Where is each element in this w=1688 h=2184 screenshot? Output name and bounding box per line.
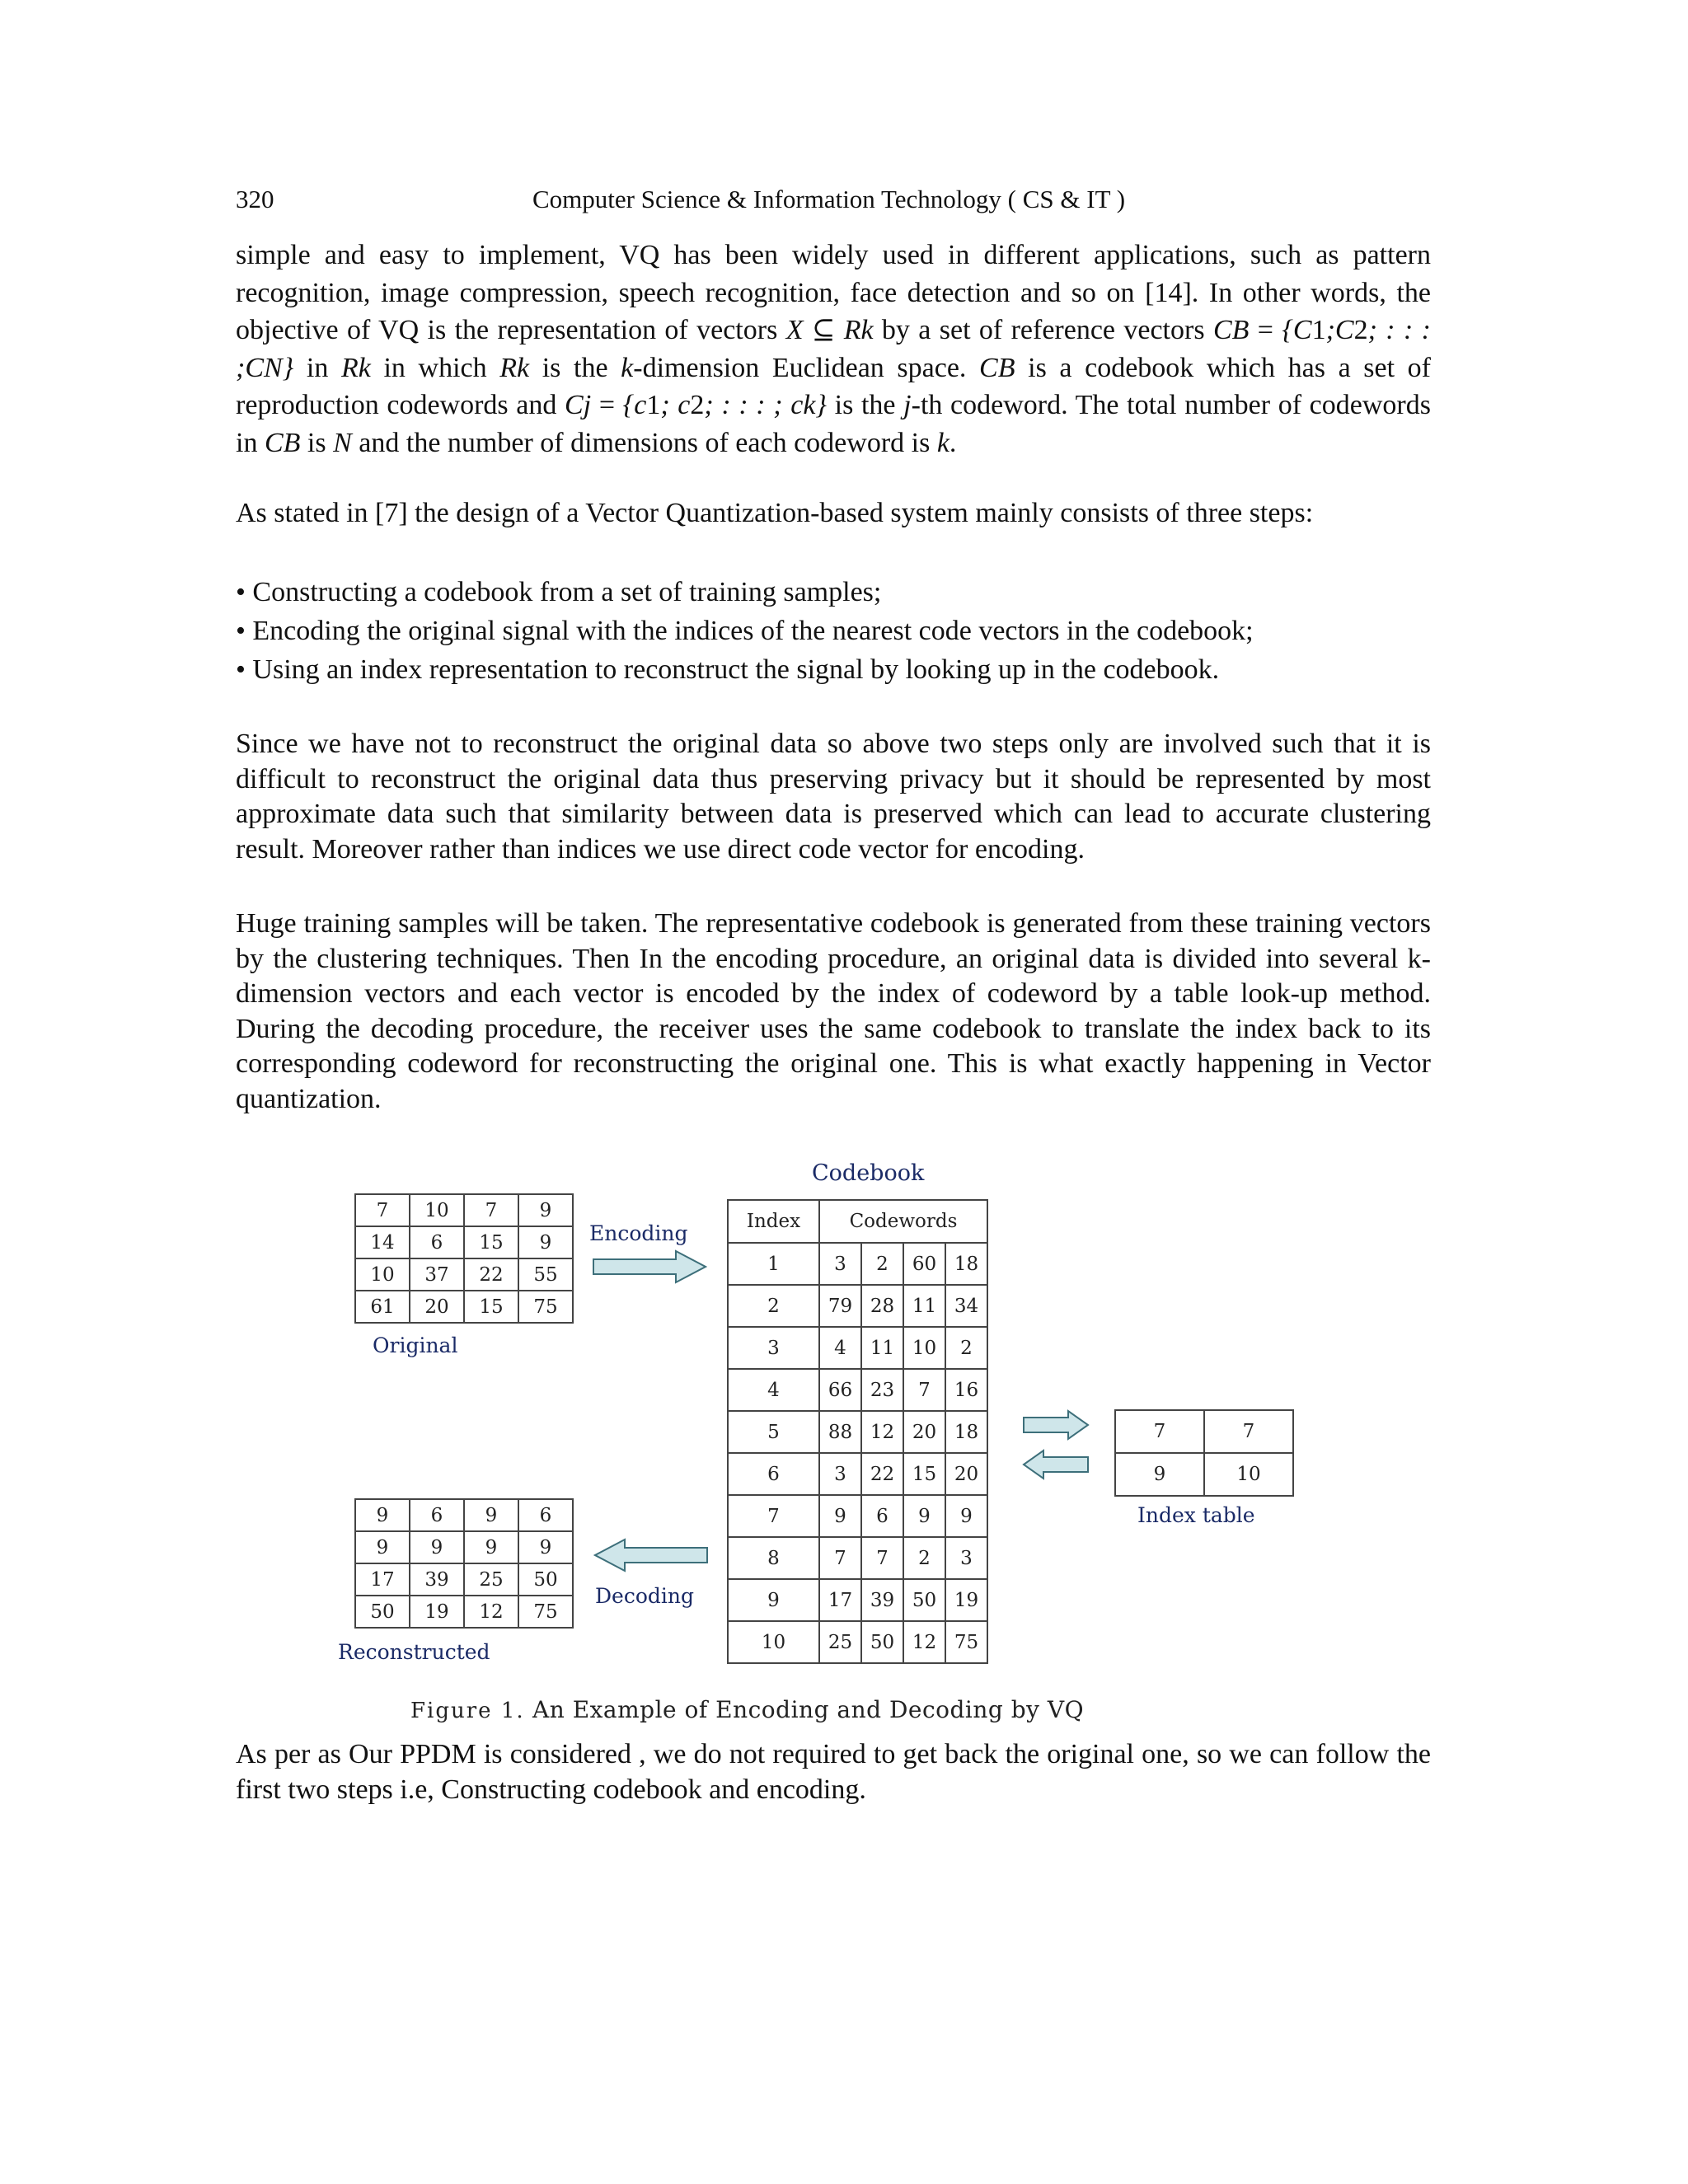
codebook-cell: 75 [945,1621,987,1663]
original-cell: 9 [518,1194,573,1226]
codebook-cell: 11 [903,1285,945,1327]
original-row [355,1194,573,1226]
decoding-arrow-icon [593,1538,709,1572]
original-cell: 7 [355,1194,410,1226]
reconstructed-row [355,1531,573,1563]
index-table-row [1115,1410,1293,1453]
reconstructed-cell: 39 [410,1563,464,1596]
codebook-cell: 12 [861,1411,903,1453]
codebook-cell: 2 [945,1327,987,1369]
codebook-row [728,1537,987,1579]
codebook-cell: 66 [819,1369,861,1411]
codebook-cell: 17 [819,1579,861,1621]
original-cell: 75 [518,1291,573,1323]
paragraph-ppdm [236,1737,1431,1807]
codebook-cell: 20 [903,1411,945,1453]
from-index-arrow-icon [1022,1449,1090,1480]
codebook-cell: 3 [819,1453,861,1495]
paragraph-privacy-text: Since we have not to reconstruct the original data so above two steps only are involved such that it is difficult to reconstruct the original data thus preserving privacy but it should be represented by most approximate data such that similarity between data is preserved which can lead to accurate clustering result. Moreover rather than indices we use direct code vector for encoding. [236,729,1431,865]
codebook-cell: 39 [861,1579,903,1621]
encoding-label: Encoding [589,1221,688,1245]
codebook-cell: 9 [819,1495,861,1537]
index-table-cell: 7 [1115,1410,1204,1453]
reconstructed-cell: 9 [464,1531,518,1563]
reconstructed-cell: 17 [355,1563,410,1596]
index-table-label: Index table [1137,1503,1255,1527]
codebook-row [728,1285,987,1327]
codebook-cell: 9 [945,1495,987,1537]
reconstructed-cell: 9 [355,1531,410,1563]
paragraph-training-text: Huge training samples will be taken. The representative codebook is generated from these training vectors by the clustering techniques. Then In the encoding procedure, an original data is divided into several k-dimension vectors and each vector is encoded by the index of codeword by a table look-up method. During the decoding procedure, the receiver uses the same codebook to translate the index back to its corresponding codeword for reconstructing the original one. This is what exactly happening in Vector quantization. [236,908,1431,1114]
codebook-table [727,1199,988,1664]
original-row [355,1258,573,1291]
codebook-cell: 15 [903,1453,945,1495]
codebook-cell: 34 [945,1285,987,1327]
figure-caption-text: An Example of Encoding and Decoding by VQ [532,1696,1085,1723]
codebook-cell: 7 [728,1495,819,1537]
codebook-index-header: Index [728,1200,819,1243]
reconstructed-cell: 9 [518,1531,573,1563]
original-label: Original [373,1333,458,1357]
index-table-cell: 10 [1204,1453,1293,1496]
decoding-label: Decoding [595,1584,694,1608]
codebook-row [728,1579,987,1621]
original-cell: 15 [464,1291,518,1323]
codebook-cell: 10 [728,1621,819,1663]
reconstructed-cell: 6 [410,1499,464,1531]
paragraph-steps-intro-text: As stated in [7] the design of a Vector Quantization-based system mainly consists of three steps: [236,498,1314,528]
reconstructed-cell: 9 [410,1531,464,1563]
reconstructed-row [355,1499,573,1531]
paragraph-privacy [236,727,1431,867]
codebook-cell: 9 [903,1495,945,1537]
reconstructed-cell: 9 [355,1499,410,1531]
index-table [1114,1409,1294,1497]
list-item: • Using an index representation to reconstruct the signal by looking up in the codebook. [236,654,1220,685]
reconstructed-cell: 6 [518,1499,573,1531]
codebook-cell: 22 [861,1453,903,1495]
page-header [236,185,1431,221]
figure-caption-prefix: Figure 1. [410,1699,525,1723]
original-cell: 14 [355,1226,410,1258]
codebook-cell: 2 [903,1537,945,1579]
codebook-cell: 28 [861,1285,903,1327]
codebook-row [728,1621,987,1663]
original-cell: 20 [410,1291,464,1323]
codebook-cell: 7 [903,1369,945,1411]
index-table-row [1115,1453,1293,1496]
reconstructed-cell: 50 [355,1596,410,1628]
codebook-cell: 6 [728,1453,819,1495]
reconstructed-cell: 50 [518,1563,573,1596]
reconstructed-cell: 19 [410,1596,464,1628]
original-cell: 61 [355,1291,410,1323]
page-number: 320 [236,185,274,213]
original-cell: 6 [410,1226,464,1258]
paragraph-vq-intro [236,237,1431,462]
codebook-cell: 25 [819,1621,861,1663]
original-cell: 55 [518,1258,573,1291]
to-index-arrow-icon [1022,1409,1090,1441]
original-cell: 22 [464,1258,518,1291]
codebook-cell: 18 [945,1411,987,1453]
codebook-cell: 3 [945,1537,987,1579]
paragraph-training [236,907,1431,1117]
codebook-row [728,1453,987,1495]
codebook-cell: 7 [819,1537,861,1579]
reconstructed-matrix [354,1498,574,1629]
paragraph-steps-intro [236,494,1431,532]
codebook-codewords-header: Codewords [819,1200,987,1243]
codebook-cell: 2 [861,1243,903,1285]
codebook-cell: 19 [945,1579,987,1621]
paragraph-ppdm-text: As per as Our PPDM is considered , we do not required to get back the original one, so we can follow the first two steps i.e, Constructing codebook and encoding. [236,1739,1431,1805]
codebook-cell: 6 [861,1495,903,1537]
figure-vq-example [338,1154,1311,1764]
codebook-cell: 12 [903,1621,945,1663]
figure-caption [410,1696,1317,1723]
codebook-cell: 9 [728,1579,819,1621]
codebook-cell: 1 [728,1243,819,1285]
original-cell: 10 [410,1194,464,1226]
codebook-cell: 5 [728,1411,819,1453]
original-cell: 37 [410,1258,464,1291]
codebook-cell: 3 [819,1243,861,1285]
index-table-cell: 7 [1204,1410,1293,1453]
reconstructed-cell: 12 [464,1596,518,1628]
journal-title: Computer Science & Information Technology ( CS & IT ) [532,185,1126,213]
reconstructed-row [355,1563,573,1596]
codebook-cell: 20 [945,1453,987,1495]
codebook-row [728,1495,987,1537]
codebook-cell: 88 [819,1411,861,1453]
codebook-cell: 2 [728,1285,819,1327]
codebook-cell: 4 [819,1327,861,1369]
encoding-arrow-icon [592,1249,707,1284]
codebook-row [728,1243,987,1285]
codebook-title: Codebook [812,1160,925,1186]
reconstructed-cell: 25 [464,1563,518,1596]
codebook-cell: 3 [728,1327,819,1369]
codebook-cell: 60 [903,1243,945,1285]
codebook-cell: 23 [861,1369,903,1411]
codebook-cell: 16 [945,1369,987,1411]
codebook-cell: 7 [861,1537,903,1579]
reconstructed-cell: 9 [464,1499,518,1531]
codebook-cell: 50 [903,1579,945,1621]
reconstructed-label: Reconstructed [338,1640,490,1664]
codebook-cell: 50 [861,1621,903,1663]
codebook-cell: 10 [903,1327,945,1369]
codebook-cell: 18 [945,1243,987,1285]
codebook-row [728,1411,987,1453]
codebook-row [728,1327,987,1369]
list-item: • Encoding the original signal with the indices of the nearest code vectors in the codebook; [236,616,1254,646]
reconstructed-row [355,1596,573,1628]
original-cell: 15 [464,1226,518,1258]
original-cell: 10 [355,1258,410,1291]
original-row [355,1226,573,1258]
steps-list [236,573,1431,689]
original-matrix [354,1193,574,1324]
codebook-row [728,1369,987,1411]
paragraph-vq-intro-text: simple and easy to implement, VQ has been widely used in different applications, such as pattern recognition, image compression, speech recognition, face detection and so on [14]. In other words, the objective of VQ is the representation of vectors X ⊆ Rk by a set of reference vectors CB = {C1;C2; : : : ;CN} in Rk in which Rk is the k-dimension Euclidean space. CB is a codebook which has a set of reproduction codewords and Cj = {c1; c2; : : : ; ck} is the j-th codeword. The total number of codewords in CB is N and the number of dimensions of each codeword is k. [236,240,1431,458]
codebook-cell: 8 [728,1537,819,1579]
codebook-cell: 4 [728,1369,819,1411]
list-item: • Constructing a codebook from a set of training samples; [236,577,882,607]
original-cell: 9 [518,1226,573,1258]
codebook-cell: 11 [861,1327,903,1369]
original-cell: 7 [464,1194,518,1226]
codebook-cell: 79 [819,1285,861,1327]
reconstructed-cell: 75 [518,1596,573,1628]
index-table-cell: 9 [1115,1453,1204,1496]
original-row [355,1291,573,1323]
